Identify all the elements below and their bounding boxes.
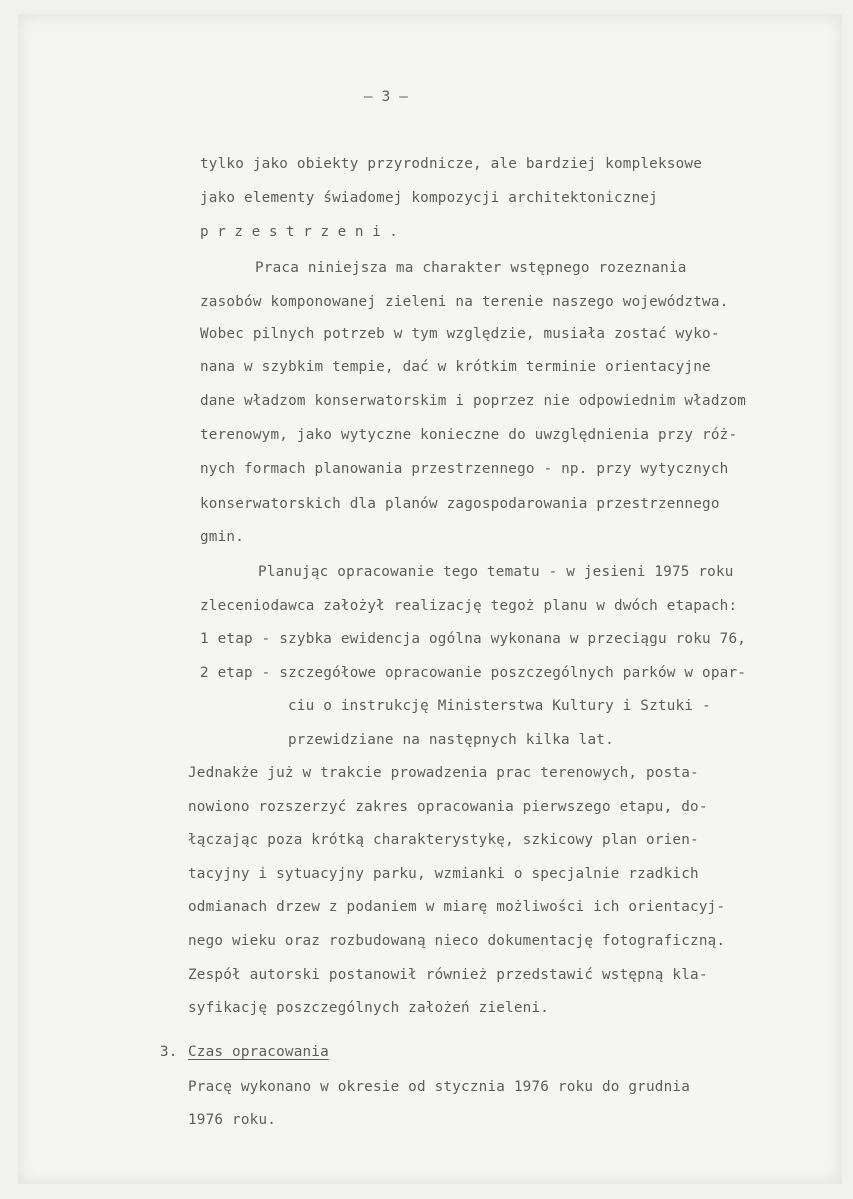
text-line: zasobów komponowanej zieleni na terenie naszego województwa. xyxy=(200,294,729,310)
text-line: Praca niniejsza ma charakter wstępnego rozeznania xyxy=(255,260,687,276)
text-line: Zespół autorski postanowił również przedstawić wstępną kla- xyxy=(188,967,708,983)
text-line: ciu o instrukcję Ministerstwa Kultury i Sztuki - xyxy=(288,698,711,714)
text-line: konserwatorskich dla planów zagospodarowania przestrzennego xyxy=(200,496,720,512)
text-line: 1 etap - szybka ewidencja ogólna wykonana w przeciągu roku 76, xyxy=(200,631,747,647)
text-line: 1976 roku. xyxy=(188,1112,277,1128)
text-line: nana w szybkim tempie, dać w krótkim terminie orientacyjne xyxy=(200,359,711,375)
text-line: syfikację poszczególnych założeń zieleni. xyxy=(188,1000,550,1016)
text-line: odmianach drzew z podaniem w miarę możliwości ich orientacyj- xyxy=(188,899,726,915)
text-line: Wobec pilnych potrzeb w tym względzie, musiała zostać wyko- xyxy=(200,326,720,342)
text-line: Jednakże już w trakcie prowadzenia prac terenowych, posta- xyxy=(188,765,699,781)
text-line: Pracę wykonano w okresie od stycznia 1976 roku do grudnia xyxy=(188,1079,691,1095)
text-line: nych formach planowania przestrzennego - np. przy wytycznych xyxy=(200,461,729,477)
text-line: Planując opracowanie tego tematu - w jesieni 1975 roku xyxy=(258,564,734,580)
text-line: dane władzom konserwatorskim i poprzez nie odpowiednim władzom xyxy=(200,393,747,409)
text-line: tacyjny i sytuacyjny parku, wzmianki o specjalnie rzadkich xyxy=(188,866,699,882)
text-line: przewidziane na następnych kilka lat. xyxy=(288,732,614,748)
page-number: — 3 — xyxy=(364,89,409,105)
text-line: zleceniodawca założył realizację tegoż planu w dwóch etapach: xyxy=(200,598,738,614)
text-line: terenowym, jako wytyczne konieczne do uwzględnienia przy róż- xyxy=(200,427,738,443)
text-line: przestrzeni. xyxy=(200,224,407,240)
text-line: gmin. xyxy=(200,529,245,545)
text-line: tylko jako obiekty przyrodnicze, ale bardziej kompleksowe xyxy=(200,156,703,172)
section-heading: Czas opracowania xyxy=(188,1044,329,1060)
text-line: łączając poza krótką charakterystykę, szkicowy plan orien- xyxy=(188,832,699,848)
text-line: jako elementy świadomej kompozycji architektonicznej xyxy=(200,190,658,206)
text-line: nowiono rozszerzyć zakres opracowania pierwszego etapu, do- xyxy=(188,799,708,815)
text-line: 2 etap - szczegółowe opracowanie poszczególnych parków w opar- xyxy=(200,665,747,681)
section-number: 3. xyxy=(160,1044,178,1060)
text-line: nego wieku oraz rozbudowaną nieco dokumentację fotograficzną. xyxy=(188,933,726,949)
